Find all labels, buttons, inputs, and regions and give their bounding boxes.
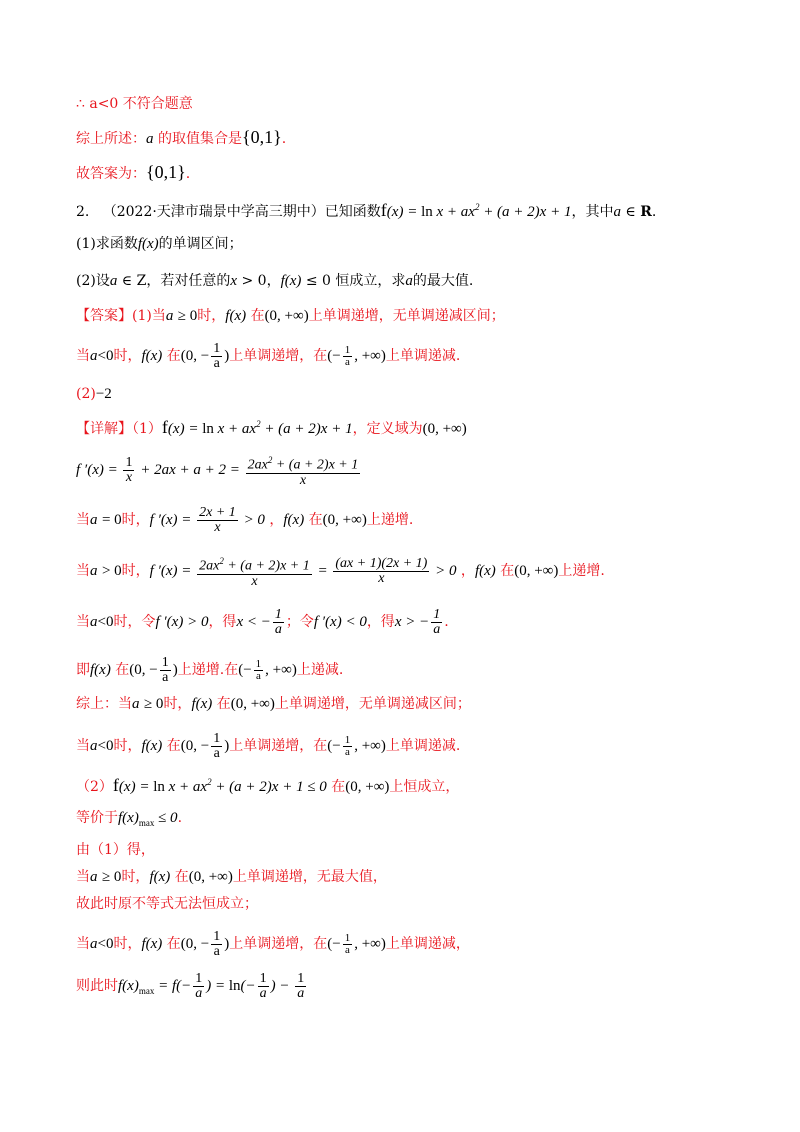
summary-line: 综上所述：a 的取值集合是{0,1}.	[76, 127, 287, 147]
final-answer-set: {0,1}	[146, 162, 186, 182]
derivative-formula: f ′(x) = $\frac{1}{x}$ + 2ax + a + 2 = $\frac{2ax^2 + (a + 2)x + 1}{x}$	[76, 454, 359, 488]
question-number: 2.	[76, 204, 90, 220]
summary-text: 的取值集合是	[153, 131, 242, 147]
question-part-2: (2)设a ∈ Z，若对任意的x > 0，f(x) ≤ 0 恒成立，求a的最大值.	[76, 273, 474, 289]
final-answer-label: 故答案为：	[76, 166, 146, 182]
question-part-1: (1)求函数f(x)的单调区间；	[76, 236, 243, 252]
question-source: （2022·天津市瑞景中学高三期中）已知函数	[102, 204, 381, 220]
summary-label: 综上所述：	[76, 131, 146, 147]
answer-2-value: −2	[95, 386, 112, 402]
part-2-condition: $(2)f(x) = \ln x + ax^2 + (a + 2)x + 1 \le 0$ 在(0, +∞)上恒成立，	[76, 775, 460, 795]
summary-part-1: 综上：当a ≥ 0时，f(x) 在(0, +∞)上单调递增，无单调递减区间；	[76, 696, 471, 712]
answer-tag: 【答案】(1)当	[76, 308, 166, 324]
case-a-negative: 当a<0时，令f ′(x) > 0，得x < − $\frac{1}{a}$ ；令f ′(x) < 0，得x > − $\frac{1}{a}$ .	[76, 607, 449, 637]
answer-set: {0,1}	[241, 127, 282, 147]
detail-tag: 【详解】（1）	[76, 421, 162, 437]
detail-domain: 【详解】$(1)f(x) = \ln x + ax^2 + (a + 2)x + 1$，定义域为(0, +∞)	[76, 417, 467, 437]
case-nonneg-max: 当a ≥ 0时，f(x) 在(0, +∞)上单调递增，无最大值，	[76, 869, 387, 885]
equivalent-condition: 等价于$f(x)_{max} \le 0$.	[76, 810, 183, 828]
conclusion-text: ∴ a<0 不符合题意	[76, 96, 193, 112]
question-2-stem: 2. （2022·天津市瑞景中学高三期中）已知函数$f(x) = \ln x + ax^2 + (a + 2)x + 1$，其中a ∈ R.	[76, 200, 657, 220]
summary-part-1-neg: 当a<0时，f(x) 在(0, − $\frac{1}{a}$ )上单调递增，在(− $\frac{1}{a}$ , +∞)上单调递减.	[76, 731, 461, 761]
case-neg-monotonic: 当a<0时，f(x) 在(0, − $\frac{1}{a}$ )上单调递增，在(− $\frac{1}{a}$ , +∞)上单调递减，	[76, 929, 470, 959]
answer-part-1: 【答案】(1)当a ≥ 0时，f(x) 在(0, +∞)上单调递增，无单调递减区间；	[76, 308, 505, 324]
case-a-zero: 当a = 0时，f ′(x) = $\frac{2x + 1}{x}$ > 0 ，f(x) 在(0, +∞)上递增.	[76, 505, 414, 535]
monotonic-summary: 即f(x) 在(0, − $\frac{1}{a}$ )上递增.在(− $\frac{1}{a}$ , +∞)上递减.	[76, 655, 344, 685]
final-answer-line: 故答案为：{0,1}.	[76, 162, 191, 182]
answer-part-1-neg: 当a<0时，f(x) 在(0, − $\frac{1}{a}$ )上单调递增，在(− $\frac{1}{a}$ , +∞)上单调递减.	[76, 341, 461, 371]
case-a-positive: 当a > 0时，f ′(x) = $\frac{2ax^2 + (a + 2)x + 1}{x}$ = $\frac{(ax + 1)(2x + 1)}{x}$ > 0 ，f(x) 在(0, +∞)上递增.	[76, 555, 605, 589]
cannot-hold: 故此时原不等式无法恒成立；	[76, 896, 258, 912]
answer-part-2: (2)−2	[76, 386, 112, 402]
from-part-1: 由（1）得，	[76, 842, 155, 858]
max-value: 则此时$f(x)_{max} = f(-$ $\frac{1}{a}$ ) = ln(− $\frac{1}{a}$ ) − $\frac{1}{a}$	[76, 971, 305, 1001]
conclusion-a-negative	[76, 94, 193, 114]
